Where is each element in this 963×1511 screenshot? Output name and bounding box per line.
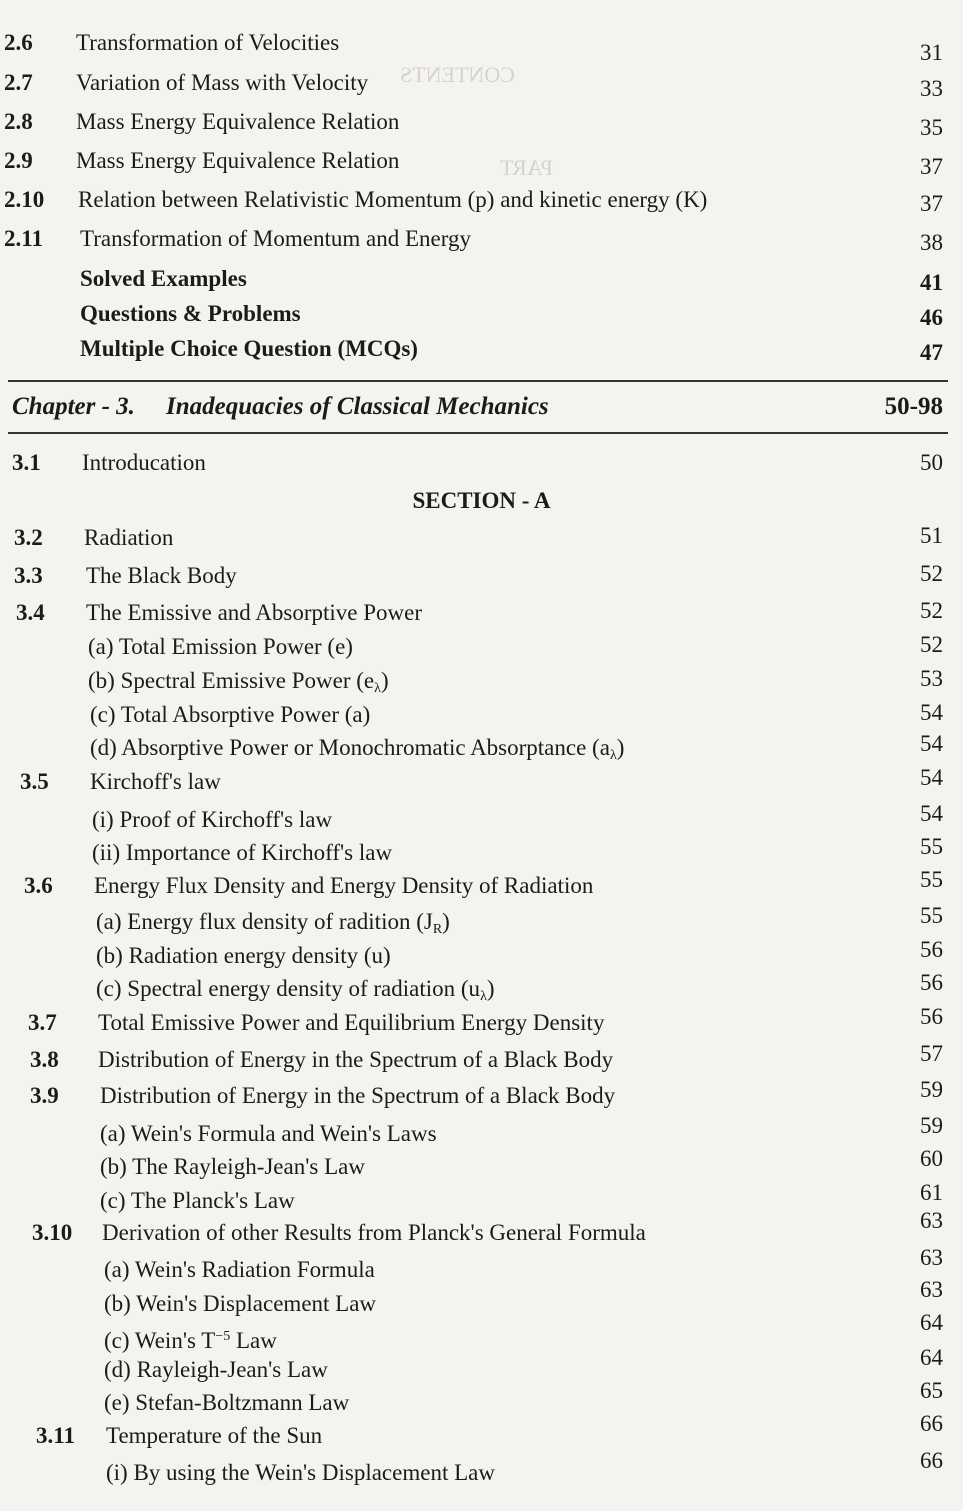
toc-entry-questions-problems[interactable] <box>0 297 963 331</box>
toc-entry-3-9-b[interactable] <box>0 1146 963 1184</box>
section-title: (i) By using the Wein's Displacement Law <box>106 1460 495 1485</box>
divider-bottom <box>8 432 948 434</box>
section-title: (a) Wein's Formula and Wein's Laws <box>100 1121 437 1146</box>
toc-entry-3-9-c[interactable] <box>0 1180 963 1218</box>
section-number: 2.9 <box>4 148 33 173</box>
page-number: 54 <box>920 700 943 725</box>
subscript: λ <box>609 748 617 763</box>
toc-entry-3-5[interactable] <box>0 765 963 799</box>
toc-entry-3-11-i[interactable] <box>0 1448 963 1490</box>
section-title: Introducation <box>82 450 206 475</box>
section-title: Solved Examples <box>80 266 247 291</box>
section-title: Multiple Choice Question (MCQs) <box>80 336 418 361</box>
chapter-title: Inadequacies of Classical Mechanics <box>166 393 549 420</box>
superscript: −5 <box>215 1329 231 1344</box>
toc-entry-3-6-a[interactable] <box>0 905 963 939</box>
page-number: 51 <box>920 523 943 548</box>
page-number: 64 <box>920 1310 943 1335</box>
section-number: 3.1 <box>12 450 41 475</box>
section-title: Mass Energy Equivalence Relation <box>76 109 400 134</box>
chapter-page-range: 50-98 <box>884 393 943 420</box>
title-tail: ) <box>616 735 625 760</box>
page-number: 35 <box>920 115 943 140</box>
section-number: 3.10 <box>32 1220 73 1245</box>
title-text: (b) Spectral Emissive Power (e <box>88 668 375 693</box>
section-number: 2.11 <box>4 226 43 251</box>
toc-entry-3-6-c[interactable] <box>0 972 963 1006</box>
page-number: 59 <box>920 1077 943 1102</box>
page-number: 66 <box>920 1448 943 1473</box>
section-title: Radiation <box>84 525 174 550</box>
toc-entry-3-5-ii[interactable] <box>0 836 963 870</box>
page-number: 54 <box>920 801 943 826</box>
page-number: 52 <box>920 632 943 657</box>
section-title: The Emissive and Absorptive Power <box>86 600 423 625</box>
show-through-text: CONTENTS <box>400 62 515 87</box>
toc-entry-3-10-b[interactable] <box>0 1277 963 1321</box>
toc-entry-3-4-d[interactable] <box>0 731 963 765</box>
toc-entry-3-4-b[interactable] <box>0 664 963 698</box>
section-title: (d) Rayleigh-Jean's Law <box>104 1357 328 1382</box>
toc-entry-3-7[interactable] <box>0 1006 963 1040</box>
section-title: Kirchoff's law <box>90 769 221 794</box>
toc-entry-3-2[interactable] <box>0 521 963 555</box>
toc-entry-2-8[interactable] <box>0 105 963 139</box>
page-number: 61 <box>920 1180 943 1205</box>
title-text: (c) Wein's T <box>104 1328 216 1353</box>
toc-entry-3-10-c[interactable] <box>0 1310 963 1354</box>
section-title: (b) The Rayleigh-Jean's Law <box>100 1154 365 1179</box>
page-number: 38 <box>920 230 943 255</box>
toc-entry-3-4-c[interactable] <box>0 698 963 732</box>
page-number: 60 <box>920 1146 943 1171</box>
section-number: 3.2 <box>14 525 43 550</box>
title-tail: ) <box>442 909 450 934</box>
title-text: (d) Absorptive Power or Monochromatic Absorptance (a <box>90 735 610 760</box>
toc-entry-2-7[interactable] <box>0 66 963 100</box>
section-title: (a) Total Emission Power (e) <box>88 634 353 659</box>
section-title: Distribution of Energy in the Spectrum of a Black Body <box>98 1047 614 1072</box>
page-number: 54 <box>920 765 943 790</box>
section-title: Variation of Mass with Velocity <box>76 70 369 95</box>
section-number: 3.3 <box>14 563 43 588</box>
page-number: 55 <box>920 903 943 928</box>
page-number: 37 <box>920 154 943 179</box>
page-number: 59 <box>920 1113 943 1138</box>
page-number: 63 <box>920 1277 943 1302</box>
title-tail: ) <box>380 668 389 693</box>
section-title: Transformation of Momentum and Energy <box>80 226 471 251</box>
page-number: 63 <box>920 1245 943 1270</box>
page-number: 52 <box>920 598 943 623</box>
divider-top <box>8 380 948 382</box>
toc-entry-mcqs[interactable] <box>0 332 963 366</box>
page-number: 37 <box>920 191 943 216</box>
page-number: 56 <box>920 937 943 962</box>
toc-entry-3-4-a[interactable] <box>0 630 963 664</box>
page-number: 50 <box>920 450 943 475</box>
page-number: 53 <box>920 666 943 691</box>
title-text: (a) Energy flux density of radition (J <box>96 909 433 934</box>
section-number: 3.7 <box>28 1010 57 1035</box>
title-text: (c) Spectral energy density of radiation (u <box>96 976 481 1001</box>
toc-entry-3-9-a[interactable] <box>0 1113 963 1151</box>
section-number: 3.6 <box>24 873 53 898</box>
toc-entry-3-10-a[interactable] <box>0 1245 963 1287</box>
section-number: 3.9 <box>30 1083 59 1108</box>
section-number: 2.6 <box>4 30 33 55</box>
section-heading: SECTION - A <box>412 488 551 513</box>
toc-entry-3-6-b[interactable] <box>0 939 963 973</box>
toc-entry-3-3[interactable] <box>0 559 963 593</box>
section-title: (b) Radiation energy density (u) <box>96 943 391 968</box>
subscript: λ <box>374 681 381 696</box>
section-title: Distribution of Energy in the Spectrum of a Black Body <box>100 1083 616 1108</box>
toc-entry-3-10-e[interactable] <box>0 1378 963 1420</box>
section-title: (c) The Planck's Law <box>100 1188 295 1213</box>
show-through-text: PART <box>500 155 553 180</box>
toc-entry-3-10-d[interactable] <box>0 1345 963 1387</box>
page-number: 54 <box>920 731 943 756</box>
toc-entry-3-10[interactable] <box>0 1208 963 1250</box>
page-number: 56 <box>920 970 943 995</box>
toc-entry-solved-examples[interactable] <box>0 262 963 296</box>
chapter-heading[interactable] <box>0 386 963 428</box>
section-title: (a) Wein's Radiation Formula <box>104 1257 375 1282</box>
toc-entry-3-6[interactable] <box>0 869 963 903</box>
section-number: 2.7 <box>4 70 33 95</box>
section-number: 3.11 <box>36 1423 75 1448</box>
toc-entry-2-10[interactable] <box>0 183 963 217</box>
page-number: 31 <box>920 40 943 65</box>
section-title: Questions & Problems <box>80 301 301 326</box>
toc-entry-2-9[interactable] <box>0 144 963 178</box>
section-number: 2.8 <box>4 109 33 134</box>
toc-entry-3-8[interactable] <box>0 1043 963 1077</box>
page-number: 47 <box>920 340 943 365</box>
subscript: λ <box>480 989 487 1004</box>
page-number: 63 <box>920 1208 943 1233</box>
page-number: 33 <box>920 76 943 101</box>
section-title: (ii) Importance of Kirchoff's law <box>92 840 393 865</box>
toc-entry-2-6[interactable] <box>0 26 963 65</box>
section-number: 3.4 <box>16 600 45 625</box>
page-number: 55 <box>920 834 943 859</box>
section-title: (i) Proof of Kirchoff's law <box>92 807 333 832</box>
section-title: The Black Body <box>86 563 237 588</box>
page-number: 64 <box>920 1345 943 1370</box>
page-number: 57 <box>920 1041 943 1066</box>
chapter-label: Chapter - 3. <box>12 393 135 420</box>
page-number: 65 <box>920 1378 943 1403</box>
section-number: 3.5 <box>20 769 49 794</box>
title-tail: ) <box>486 976 495 1001</box>
page-number: 52 <box>920 561 943 586</box>
page-number: 46 <box>920 305 943 330</box>
toc-entry-3-5-i[interactable] <box>0 803 963 837</box>
section-title: Relation between Relativistic Momentum (p) and kinetic energy (K) <box>78 187 708 212</box>
section-title: (b) Wein's Displacement Law <box>104 1291 377 1316</box>
toc-entry-3-11[interactable] <box>0 1411 963 1453</box>
section-title: Temperature of the Sun <box>106 1423 323 1448</box>
page-number: 55 <box>920 867 943 892</box>
page-number: 41 <box>920 270 943 295</box>
toc-entry-3-1[interactable] <box>0 446 963 480</box>
title-tail: Law <box>230 1328 277 1353</box>
toc-entry-3-4[interactable] <box>0 596 963 630</box>
page-number: 56 <box>920 1004 943 1029</box>
toc-entry-2-11[interactable] <box>0 222 963 256</box>
subscript: R <box>432 922 443 937</box>
section-number: 3.8 <box>30 1047 59 1072</box>
toc-entry-3-9[interactable] <box>0 1079 963 1113</box>
section-title: Energy Flux Density and Energy Density of Radiation <box>94 873 594 898</box>
page-number: 66 <box>920 1411 943 1436</box>
section-title: Transformation of Velocities <box>76 30 340 55</box>
section-title: (c) Total Absorptive Power (a) <box>90 702 371 727</box>
section-title: (e) Stefan-Boltzmann Law <box>104 1390 350 1415</box>
section-title: Derivation of other Results from Planck's General Formula <box>102 1220 646 1245</box>
section-title: Mass Energy Equivalence Relation <box>76 148 400 173</box>
section-title: Total Emissive Power and Equilibrium Energy Density <box>98 1010 605 1035</box>
section-number: 2.10 <box>4 187 45 212</box>
